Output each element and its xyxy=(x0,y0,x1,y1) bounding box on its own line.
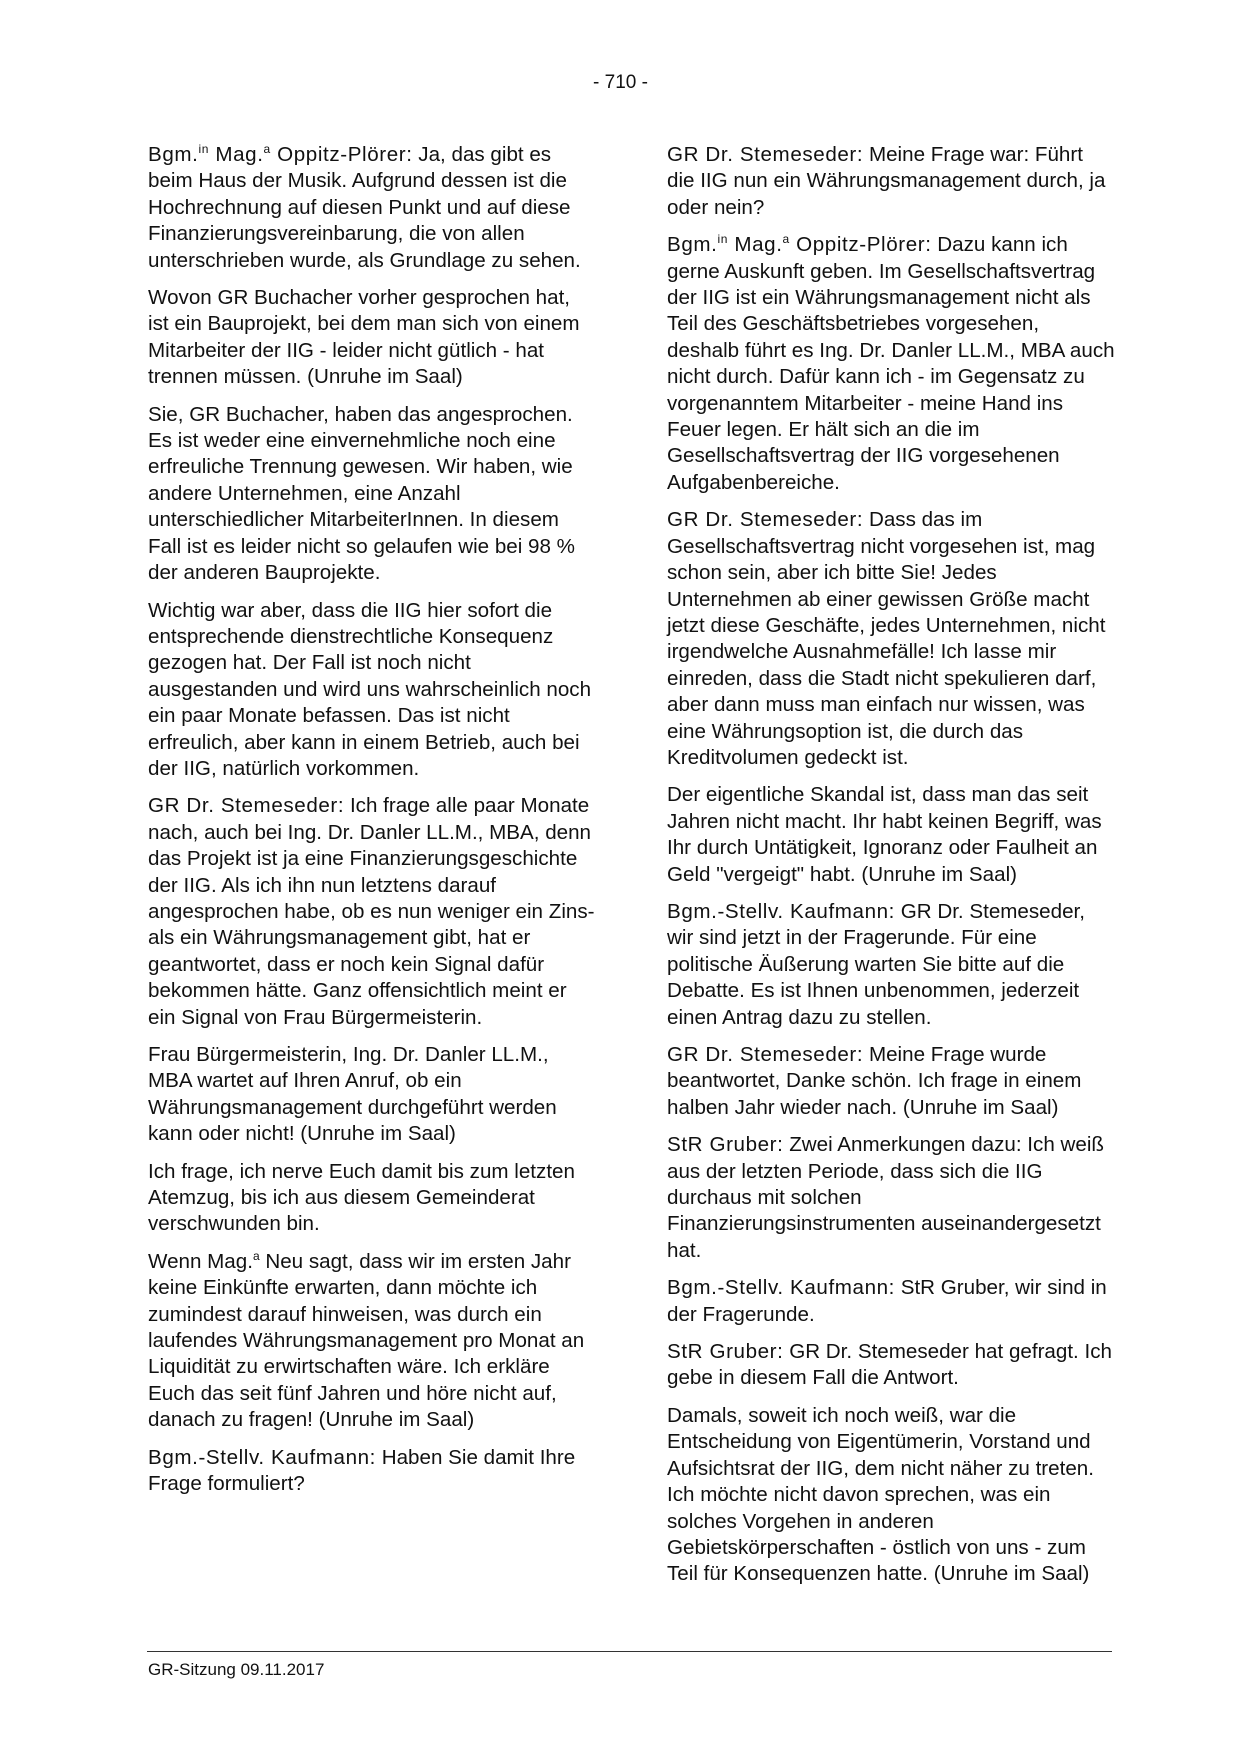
paragraph: Bgm.-Stellv. Kaufmann: StR Gruber, wir sind in der Fragerunde. xyxy=(667,1276,1107,1326)
left-column xyxy=(148,142,596,1509)
speaker-label: GR Dr. Stemeseder: xyxy=(667,508,864,532)
speaker-label: Bgm.-Stellv. Kaufmann: xyxy=(667,1276,895,1300)
speaker-label: Bgm.-Stellv. Kaufmann: xyxy=(148,1445,376,1469)
right-column xyxy=(667,142,1115,1599)
paragraph: StR Gruber: GR Dr. Stemeseder hat gefragt. Ich gebe in diesem Fall die Antwort. xyxy=(667,1340,1112,1390)
speaker-label: Bgm.$^{in}$ Mag.$^a$ Oppitz-Plörer: xyxy=(667,232,932,257)
paragraph: StR Gruber: Zwei Anmerkungen dazu: Ich weiß aus der letzten Periode, dass sich die IIG durchaus mit solchen Finanzierungsinstrumenten auseinandergesetzt hat. xyxy=(667,1133,1104,1262)
paragraph: Bgm.$^{in}$ Mag.$^a$ Oppitz-Plörer: Ja, das gibt es beim Haus der Musik. Aufgrund dessen ist die Hochrechnung auf diesen Punkt und auf diese Finanzierungsvereinbarung, die von allen unterschrieben wurde, als Grundlage zu sehen. xyxy=(148,142,581,272)
speaker-label: StR Gruber: xyxy=(667,1340,784,1364)
paragraph: Bgm.$^{in}$ Mag.$^a$ Oppitz-Plörer: Dazu kann ich gerne Auskunft geben. Im Gesellschaftsvertrag der IIG ist ein Währungsmanagement nicht als Teil des Geschäftsbetriebes vorgesehen, deshalb führt es Ing. Dr. Danler LL.M., MBA auch nicht durch. Dafür kann ich - im Gegensatz zu vorgenanntem Mitarbeiter - meine Hand ins Feuer legen. Er hält sich an die im Gesellschaftsvertrag der IIG vorgesehenen Aufgabenbereiche. xyxy=(667,232,1115,494)
speaker-label: Bgm.-Stellv. Kaufmann: xyxy=(667,899,895,923)
page-number: - 710 - xyxy=(593,72,648,93)
speaker-label: GR Dr. Stemeseder: xyxy=(667,1043,864,1066)
paragraph: Bgm.-Stellv. Kaufmann: GR Dr. Stemeseder, wir sind jetzt in der Fragerunde. Für eine politische Äußerung warten Sie bitte auf die Debatte. Es ist Ihnen unbenommen, jederzeit einen Antrag dazu zu stellen. xyxy=(667,899,1085,1029)
paragraph: Ich frage, ich nerve Euch damit bis zum letzten Atemzug, bis ich aus diesem Gemeinderat verschwunden bin. xyxy=(148,1159,575,1236)
paragraph: GR Dr. Stemeseder: Meine Frage war: Führt die IIG nun ein Währungsmanagement durch, ja oder nein? xyxy=(667,143,1106,219)
paragraph: Der eigentliche Skandal ist, dass man das seit Jahren nicht macht. Ihr habt keinen Begriff, was Ihr durch Untätigkeit, Ignoranz oder Faulheit an Geld "vergeigt" habt. (Unruhe im Saal) xyxy=(667,783,1102,886)
paragraph: Wovon GR Buchacher vorher gesprochen hat, ist ein Bauprojekt, bei dem man sich von einem Mitarbeiter der IIG - leider nicht gütlich - hat trennen müssen. (Unruhe im Saal) xyxy=(148,286,580,389)
paragraph: GR Dr. Stemeseder: Meine Frage wurde beantwortet, Danke schön. Ich frage in einem halben Jahr wieder nach. (Unruhe im Saal) xyxy=(667,1043,1082,1119)
speaker-label: Bgm.$^{in}$ Mag.$^a$ Oppitz-Plörer: xyxy=(148,142,413,166)
speaker-label: GR Dr. Stemeseder: xyxy=(148,794,345,818)
paragraph: GR Dr. Stemeseder: Ich frage alle paar Monate nach, auch bei Ing. Dr. Danler LL.M., MBA, denn das Projekt ist ja eine Finanzierungsgeschichte der IIG. Als ich ihn nun letztens darauf angesprochen habe, ob es nun weniger ein Zins- als ein Währungsmanagement gibt, hat er geantwortet, dass er noch kein Signal dafür bekommen hätte. Ganz offensichtlich meint er ein Signal von Frau Bürgermeisterin. xyxy=(148,794,595,1029)
paragraph: GR Dr. Stemeseder: Dass das im Gesellschaftsvertrag nicht vorgesehen ist, mag schon sein, aber ich bitte Sie! Jedes Unternehmen ab einer gewissen Größe macht jetzt diese Geschäfte, jedes Unternehmen, nicht irgendwelche Ausnahmefälle! Ich lasse mir einreden, dass die Stadt nicht spekulieren darf, aber dann muss man einfach nur wissen, was eine Währungsoption ist, die durch das Kreditvolumen gedeckt ist. xyxy=(667,508,1106,769)
paragraph: Frau Bürgermeisterin, Ing. Dr. Danler LL.M., MBA wartet auf Ihren Anruf, ob ein Währungsmanagement durchgeführt werden kann oder nicht! (Unruhe im Saal) xyxy=(148,1043,557,1146)
paragraph: Wichtig war aber, dass die IIG hier sofort die entsprechende dienstrechtliche Konsequenz gezogen hat. Der Fall ist noch nicht ausgestanden und wird uns wahrscheinlich noch ein paar Monate befassen. Das ist nicht erfreulich, aber kann in einem Betrieb, auch bei der IIG, natürlich vorkommen. xyxy=(148,598,592,780)
paragraph: Damals, soweit ich noch weiß, war die Entscheidung von Eigentümerin, Vorstand und Aufsichtsrat der IIG, dem nicht näher zu treten. Ich möchte nicht davon sprechen, was ein solches Vorgehen in anderen Gebietskörperschaften - östlich von uns - zum Teil für Konsequenzen hatte. (Unruhe im Saal) xyxy=(667,1403,1094,1586)
paragraph: Bgm.-Stellv. Kaufmann: Haben Sie damit Ihre Frage formuliert? xyxy=(148,1445,576,1496)
speaker-label: StR Gruber: xyxy=(667,1133,784,1157)
speaker-label: GR Dr. Stemeseder: xyxy=(667,143,864,166)
paragraph: Wenn Mag.$^a$ Neu sagt, dass wir im ersten Jahr keine Einkünfte erwarten, dann möchte ich zumindest darauf hinweisen, was durch ein laufendes Währungsmanagement pro Monat an Liquidität zu erwirtschaften wäre. Ich erkläre Euch das seit fünf Jahren und höre nicht auf, danach zu fragen! (Unruhe im Saal) xyxy=(148,1248,585,1432)
paragraph: Sie, GR Buchacher, haben das angesprochen. Es ist weder eine einvernehmliche noch eine erfreuliche Trennung gewesen. Wir haben, wie andere Unternehmen, eine Anzahl unterschiedlicher MitarbeiterInnen. In diesem Fall ist es leider nicht so gelaufen wie bei 98 % der anderen Bauprojekte. xyxy=(148,402,575,585)
footer-text: GR-Sitzung 09.11.2017 xyxy=(148,1660,325,1679)
footer-divider xyxy=(147,1651,1112,1652)
